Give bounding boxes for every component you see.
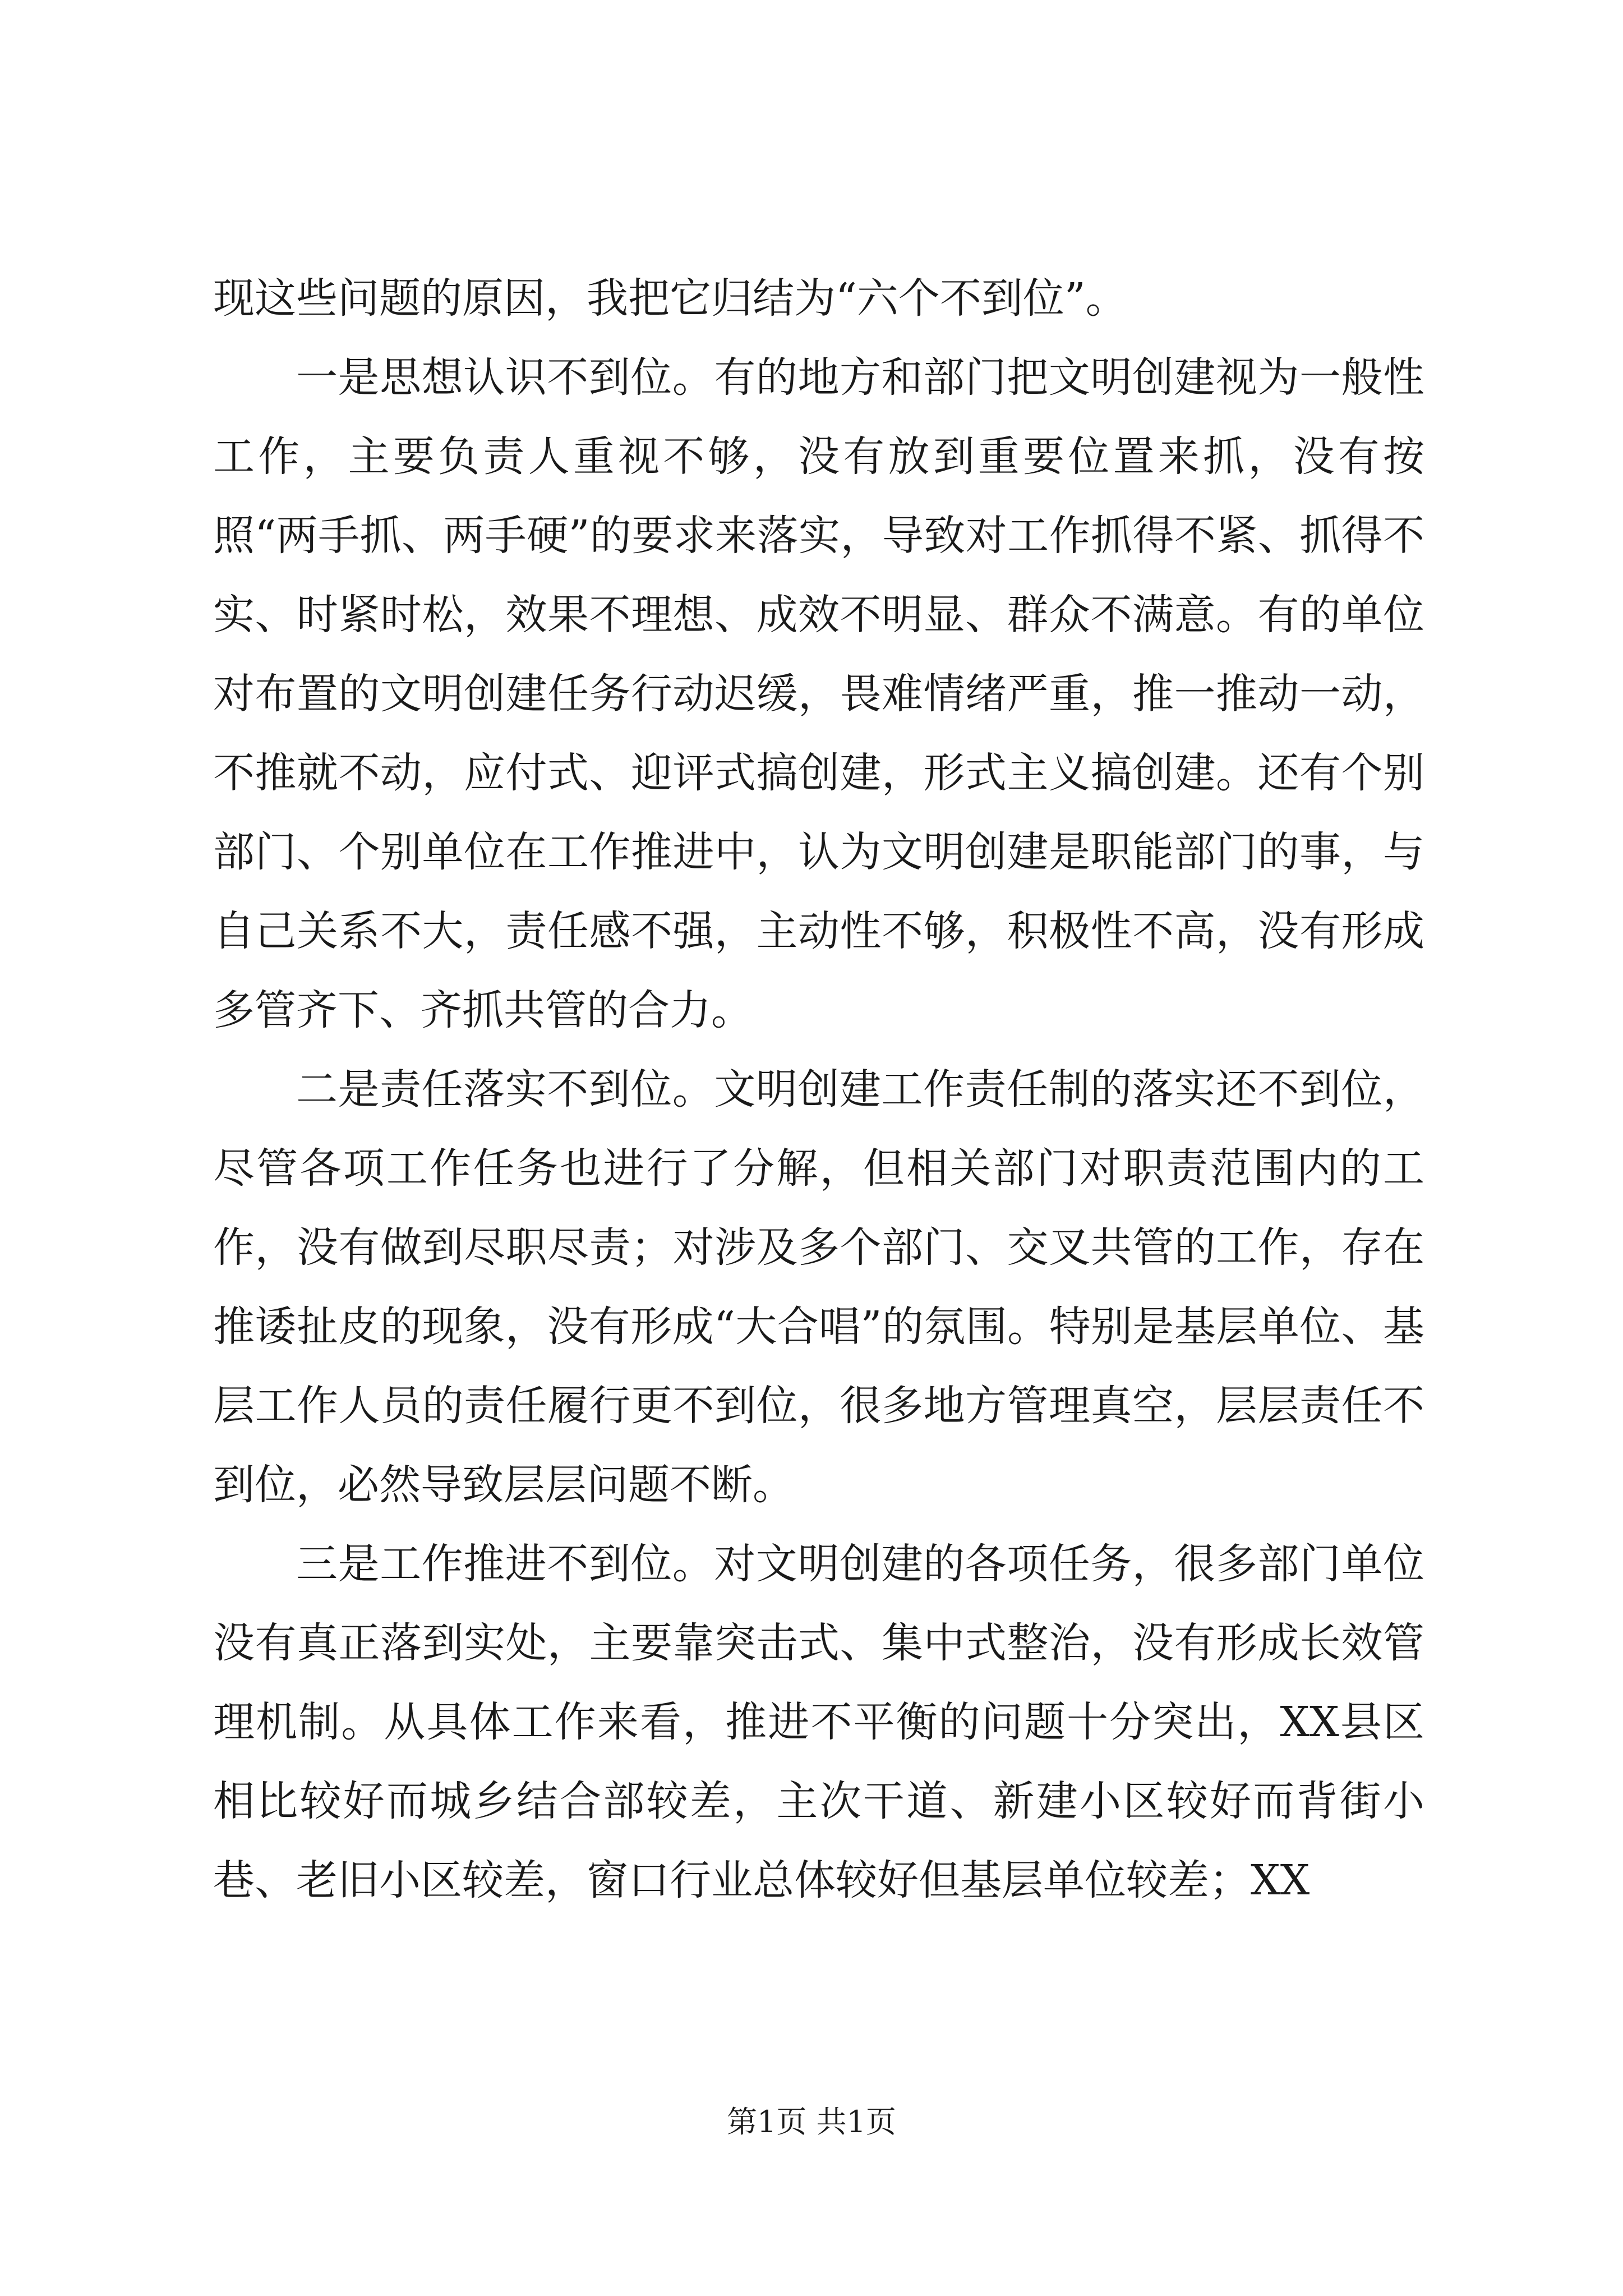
paragraph-thinking-awareness: 一是思想认识不到位。有的地方和部门把文明创建视为一般性工作，主要负责人重视不够，没有放到重要位置来抓，没有按照“两手抓、两手硬”的要求来落实，导致对工作抓得不紧、抓得不实、时紧时松，效果不理想、成效不明显、群众不满意。有的单位对布置的文明创建任务行动迟缓，畏难情绪严重，推一推动一动，不推就不动，应付式、迎评式搞创建，形式主义搞创建。还有个别部门、个别单位在工作推进中，认为文明创建是职能部门的事，与自己关系不大，责任感不强，主动性不够，积极性不高，没有形成多管齐下、齐抓共管的合力。 bbox=[213, 353, 1424, 1034]
document-body bbox=[213, 259, 1424, 1920]
paragraph-continuation: 现这些问题的原因，我把它归结为“六个不到位”。 bbox=[213, 274, 1127, 323]
paragraph-work-progress: 三是工作推进不到位。对文明创建的各项任务，很多部门单位没有真正落到实处，主要靠突击式、集中式整治，没有形成长效管理机制。从具体工作来看，推进不平衡的问题十分突出，XX县区相比较好而城乡结合部较差，主次干道、新建小区较好而背街小巷、老旧小区较差，窗口行业总体较好但基层单位较差；XX bbox=[213, 1540, 1424, 1904]
paragraph-responsibility: 二是责任落实不到位。文明创建工作责任制的落实还不到位，尽管各项工作任务也进行了分解，但相关部门对职责范围内的工作，没有做到尽职尽责；对涉及多个部门、交叉共管的工作，存在推诿扯皮的现象，没有形成“大合唱”的氛围。特别是基层单位、基层工作人员的责任履行更不到位，很多地方管理真空，层层责任不到位，必然导致层层问题不断。 bbox=[213, 1065, 1424, 1509]
page-footer: 第1页 共1页 bbox=[727, 2104, 896, 2139]
